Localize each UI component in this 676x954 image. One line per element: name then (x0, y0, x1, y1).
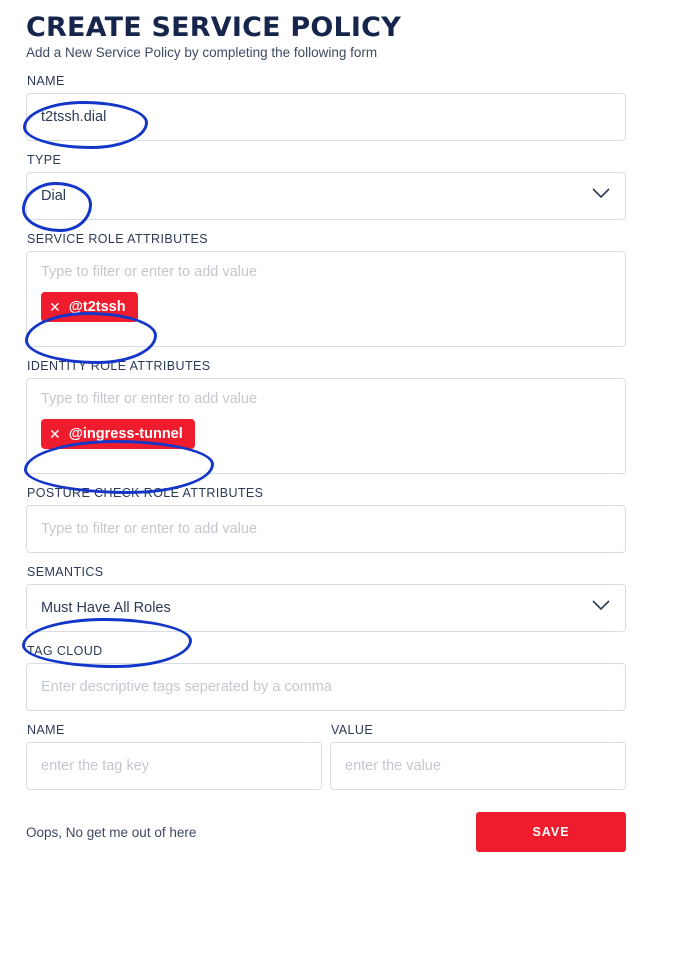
tag-value-label: VALUE (331, 723, 374, 737)
cancel-link[interactable]: Oops, No get me out of here (26, 824, 197, 840)
posture-check-role-attributes-input[interactable]: Type to filter or enter to add value (26, 505, 626, 553)
page-subtitle: Add a New Service Policy by completing the following form (26, 45, 378, 60)
field-tag-name (26, 723, 322, 790)
chip-service-role[interactable] (41, 292, 138, 322)
close-icon[interactable]: ✕ (49, 425, 61, 442)
field-type (26, 153, 626, 220)
tag-key-value-row (26, 723, 626, 790)
semantics-label: SEMANTICS (27, 565, 104, 579)
chip-label: @ingress-tunnel (68, 426, 183, 442)
semantics-select-wrapper (26, 584, 626, 632)
semantics-select[interactable]: Must Have All Roles (26, 584, 626, 632)
field-name (26, 74, 626, 141)
tag-value-input[interactable]: enter the value (330, 742, 626, 790)
tag-cloud-input[interactable]: Enter descriptive tags seperated by a comma (26, 663, 626, 711)
close-icon[interactable]: ✕ (49, 298, 61, 315)
service-role-attributes-placeholder: Type to filter or enter to add value (41, 264, 258, 280)
service-role-attributes-input[interactable] (26, 251, 626, 347)
tag-name-label: NAME (27, 723, 65, 737)
name-input[interactable]: t2tssh.dial (26, 93, 626, 141)
type-select-wrapper (26, 172, 626, 220)
tag-name-input[interactable]: enter the tag key (26, 742, 322, 790)
name-label: NAME (27, 74, 65, 88)
identity-role-attributes-label: IDENTITY ROLE ATTRIBUTES (27, 359, 211, 373)
field-semantics (26, 565, 626, 632)
field-service-role-attributes (26, 232, 626, 347)
chip-identity-role[interactable] (41, 419, 195, 449)
identity-role-attributes-placeholder: Type to filter or enter to add value (41, 391, 258, 407)
field-tag-value (330, 723, 626, 790)
identity-role-attributes-input[interactable] (26, 378, 626, 474)
type-select[interactable]: Dial (26, 172, 626, 220)
form-footer (26, 812, 626, 852)
tag-cloud-label: TAG CLOUD (27, 644, 103, 658)
page-title: CREATE SERVICE POLICY (26, 12, 401, 43)
posture-check-role-attributes-label: POSTURE CHECK ROLE ATTRIBUTES (27, 486, 264, 500)
field-posture-check-role-attributes (26, 486, 626, 553)
service-role-attributes-label: SERVICE ROLE ATTRIBUTES (27, 232, 209, 246)
field-tag-cloud (26, 644, 626, 711)
type-label: TYPE (27, 153, 62, 167)
field-identity-role-attributes (26, 359, 626, 474)
save-button[interactable]: SAVE (476, 812, 626, 852)
chip-label: @t2tssh (68, 299, 126, 315)
